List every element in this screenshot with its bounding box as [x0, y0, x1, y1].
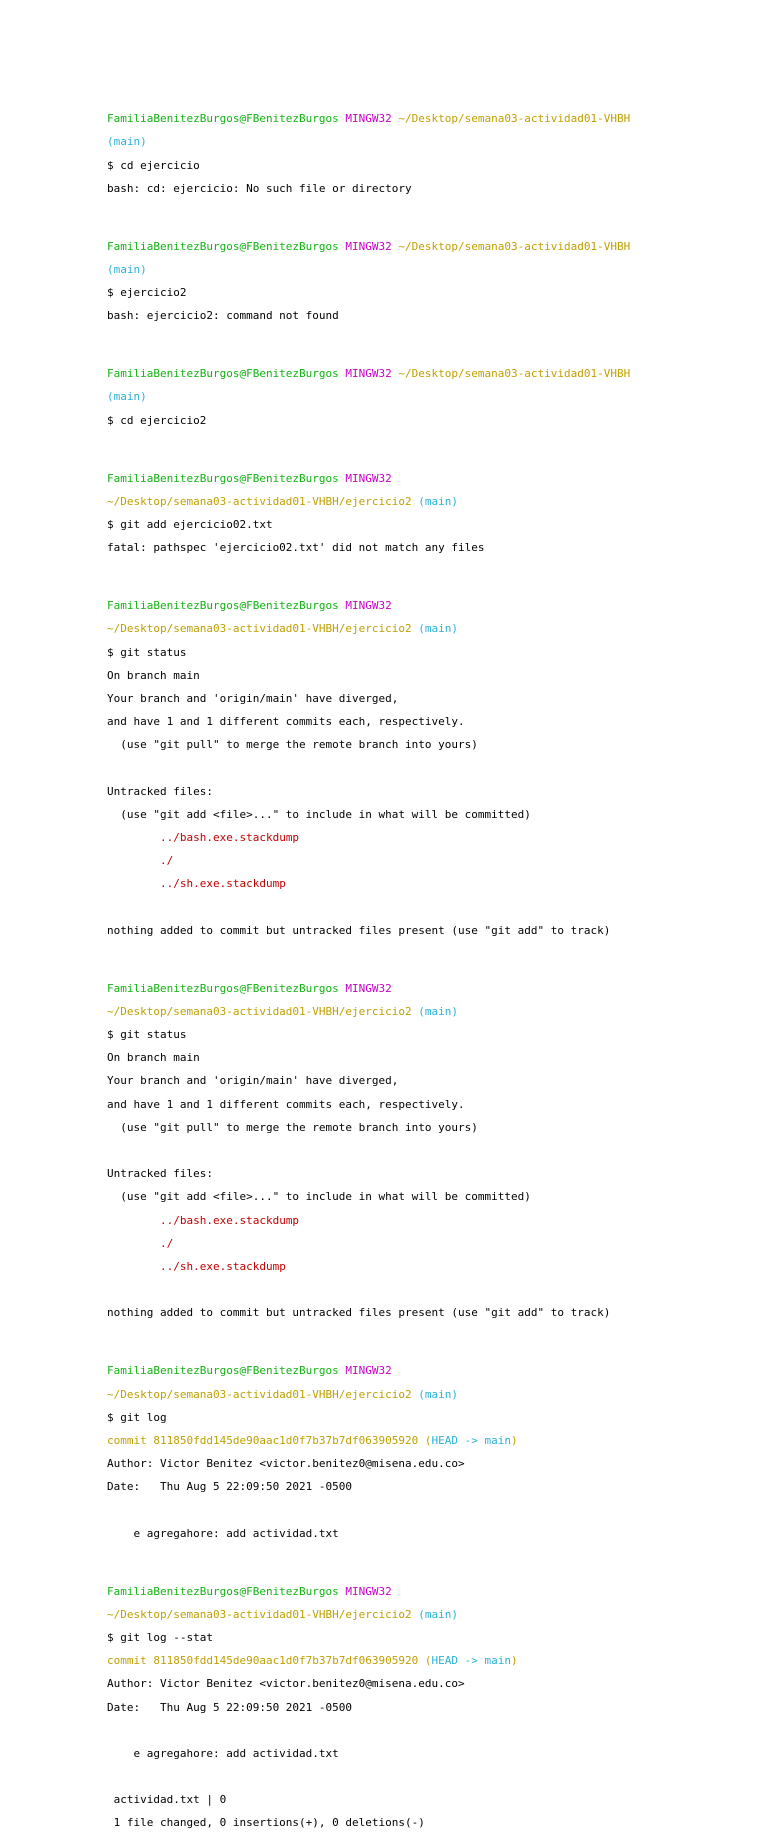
prompt-path: ~/Desktop/semana03-actividad01-VHBH — [398, 239, 631, 253]
prompt-path: ~/Desktop/semana03-actividad01-VHBH/ejercicio2 — [107, 1387, 412, 1401]
untracked-file: ../sh.exe.stackdump — [159, 1259, 286, 1273]
author-line: Author: Victor Benitez <victor.benitez0@misena.edu.co> — [107, 1677, 465, 1691]
prompt-branch: (main) — [107, 262, 147, 276]
commit-hash: commit 811850fdd145de90aac1d0f7b37b7df063905920 — [107, 1654, 419, 1668]
output-line: fatal: pathspec 'ejercicio02.txt' did not match any files — [107, 541, 485, 555]
stat-summary: 1 file changed, 0 insertions(+), 0 deletions(-) — [107, 1816, 425, 1830]
output-line: On branch main — [107, 668, 200, 682]
prompt-system: MINGW32 — [345, 981, 392, 995]
prompt-branch: (main) — [418, 1387, 459, 1401]
prompt-branch: (main) — [418, 1004, 459, 1018]
prompt-line — [107, 600, 757, 612]
command-line: $ ejercicio2 — [107, 286, 187, 300]
prompt-line — [107, 983, 757, 995]
prompt-system: MINGW32 — [345, 367, 392, 381]
prompt-user-host: FamiliaBenitezBurgos@FBenitezBurgos — [107, 239, 339, 253]
untracked-file: ./ — [159, 854, 174, 868]
output-line: and have 1 and 1 different commits each, respectively. — [107, 715, 465, 729]
output-line: Untracked files: — [107, 1167, 213, 1181]
output-line: nothing added to commit but untracked files present (use "git add" to track) — [107, 1306, 611, 1320]
date-line: Date: Thu Aug 5 22:09:50 2021 -0500 — [107, 1700, 353, 1714]
output-line: (use "git pull" to merge the remote branch into yours) — [107, 1120, 478, 1134]
prompt-system: MINGW32 — [345, 239, 392, 253]
head-ref: HEAD -> main — [431, 1654, 511, 1668]
command-line: $ git status — [107, 1028, 187, 1042]
prompt-line — [107, 1365, 757, 1377]
output-line: Your branch and 'origin/main' have diverged, — [107, 691, 399, 705]
command-line: $ cd ejercicio2 — [107, 413, 207, 427]
command-line: $ git add ejercicio02.txt — [107, 517, 273, 531]
prompt-user-host: FamiliaBenitezBurgos@FBenitezBurgos — [107, 981, 339, 995]
commit-line: commit 811850fdd145de90aac1d0f7b37b7df063905920 (HEAD -> main) — [107, 1433, 518, 1447]
prompt-line-2 — [107, 496, 757, 508]
prompt-line-2 — [107, 1006, 757, 1018]
commit-message: e agregahore: add actividad.txt — [107, 1526, 339, 1540]
prompt-system: MINGW32 — [345, 471, 392, 485]
prompt-path: ~/Desktop/semana03-actividad01-VHBH — [398, 367, 631, 381]
output-line: Your branch and 'origin/main' have diverged, — [107, 1074, 399, 1088]
untracked-file: ../bash.exe.stackdump — [159, 831, 300, 844]
stat-line: actividad.txt | 0 — [107, 1793, 227, 1807]
prompt-path: ~/Desktop/semana03-actividad01-VHBH/ejercicio2 — [107, 1004, 412, 1018]
output-line: and have 1 and 1 different commits each, respectively. — [107, 1097, 465, 1111]
prompt-path: ~/Desktop/semana03-actividad01-VHBH/ejercicio2 — [107, 1607, 412, 1621]
prompt-path: ~/Desktop/semana03-actividad01-VHBH/ejercicio2 — [107, 494, 412, 508]
prompt-path: ~/Desktop/semana03-actividad01-VHBH — [398, 112, 631, 126]
output-line: On branch main — [107, 1051, 200, 1065]
prompt-path: ~/Desktop/semana03-actividad01-VHBH/ejercicio2 — [107, 622, 412, 636]
commit-message: e agregahore: add actividad.txt — [107, 1746, 339, 1760]
commit-line: commit 811850fdd145de90aac1d0f7b37b7df063905920 (HEAD -> main) — [107, 1654, 518, 1668]
prompt-line — [107, 1586, 757, 1598]
untracked-file: ../bash.exe.stackdump — [159, 1213, 300, 1227]
prompt-line — [107, 473, 757, 485]
prompt-branch: (main) — [107, 135, 147, 149]
prompt-line-2 — [107, 1389, 757, 1401]
prompt-system: MINGW32 — [345, 1584, 392, 1598]
prompt-user-host: FamiliaBenitezBurgos@FBenitezBurgos — [107, 471, 339, 485]
author-line: Author: Victor Benitez <victor.benitez0@misena.edu.co> — [107, 1457, 465, 1471]
prompt-line-2 — [107, 1609, 757, 1621]
terminal-output — [107, 90, 757, 1841]
output-line: (use "git pull" to merge the remote branch into yours) — [107, 738, 478, 752]
prompt-user-host: FamiliaBenitezBurgos@FBenitezBurgos — [107, 367, 339, 381]
prompt-system: MINGW32 — [345, 1364, 392, 1378]
commit-hash: commit 811850fdd145de90aac1d0f7b37b7df063905920 — [107, 1433, 419, 1447]
prompt-user-host: FamiliaBenitezBurgos@FBenitezBurgos — [107, 599, 339, 613]
date-line: Date: Thu Aug 5 22:09:50 2021 -0500 — [107, 1480, 353, 1494]
prompt-line-2 — [107, 623, 757, 635]
output-line: Untracked files: — [107, 784, 213, 798]
output-line: (use "git add <file>..." to include in what will be committed) — [107, 807, 531, 821]
output-line: bash: ejercicio2: command not found — [107, 309, 339, 323]
command-line: $ git log --stat — [107, 1630, 213, 1644]
output-line: nothing added to commit but untracked files present (use "git add" to track) — [107, 923, 611, 937]
prompt-branch: (main) — [418, 494, 459, 508]
prompt-system: MINGW32 — [345, 599, 392, 613]
prompt-line — [107, 241, 757, 253]
command-line: $ git log — [107, 1410, 167, 1424]
prompt-branch: (main) — [418, 1607, 459, 1621]
untracked-file: ../sh.exe.stackdump — [159, 877, 286, 891]
prompt-user-host: FamiliaBenitezBurgos@FBenitezBurgos — [107, 112, 339, 126]
prompt-line — [107, 113, 757, 125]
prompt-line — [107, 368, 757, 380]
output-line: (use "git add <file>..." to include in what will be committed) — [107, 1190, 531, 1204]
untracked-file: ./ — [159, 1236, 174, 1250]
prompt-user-host: FamiliaBenitezBurgos@FBenitezBurgos — [107, 1584, 339, 1598]
head-ref: HEAD -> main — [431, 1433, 511, 1447]
prompt-branch: (main) — [418, 622, 459, 636]
output-line: bash: cd: ejercicio: No such file or directory — [107, 181, 412, 195]
command-line: $ git status — [107, 645, 187, 659]
prompt-system: MINGW32 — [345, 112, 392, 126]
command-line: $ cd ejercicio — [107, 158, 200, 172]
prompt-user-host: FamiliaBenitezBurgos@FBenitezBurgos — [107, 1364, 339, 1378]
prompt-branch: (main) — [107, 390, 147, 404]
